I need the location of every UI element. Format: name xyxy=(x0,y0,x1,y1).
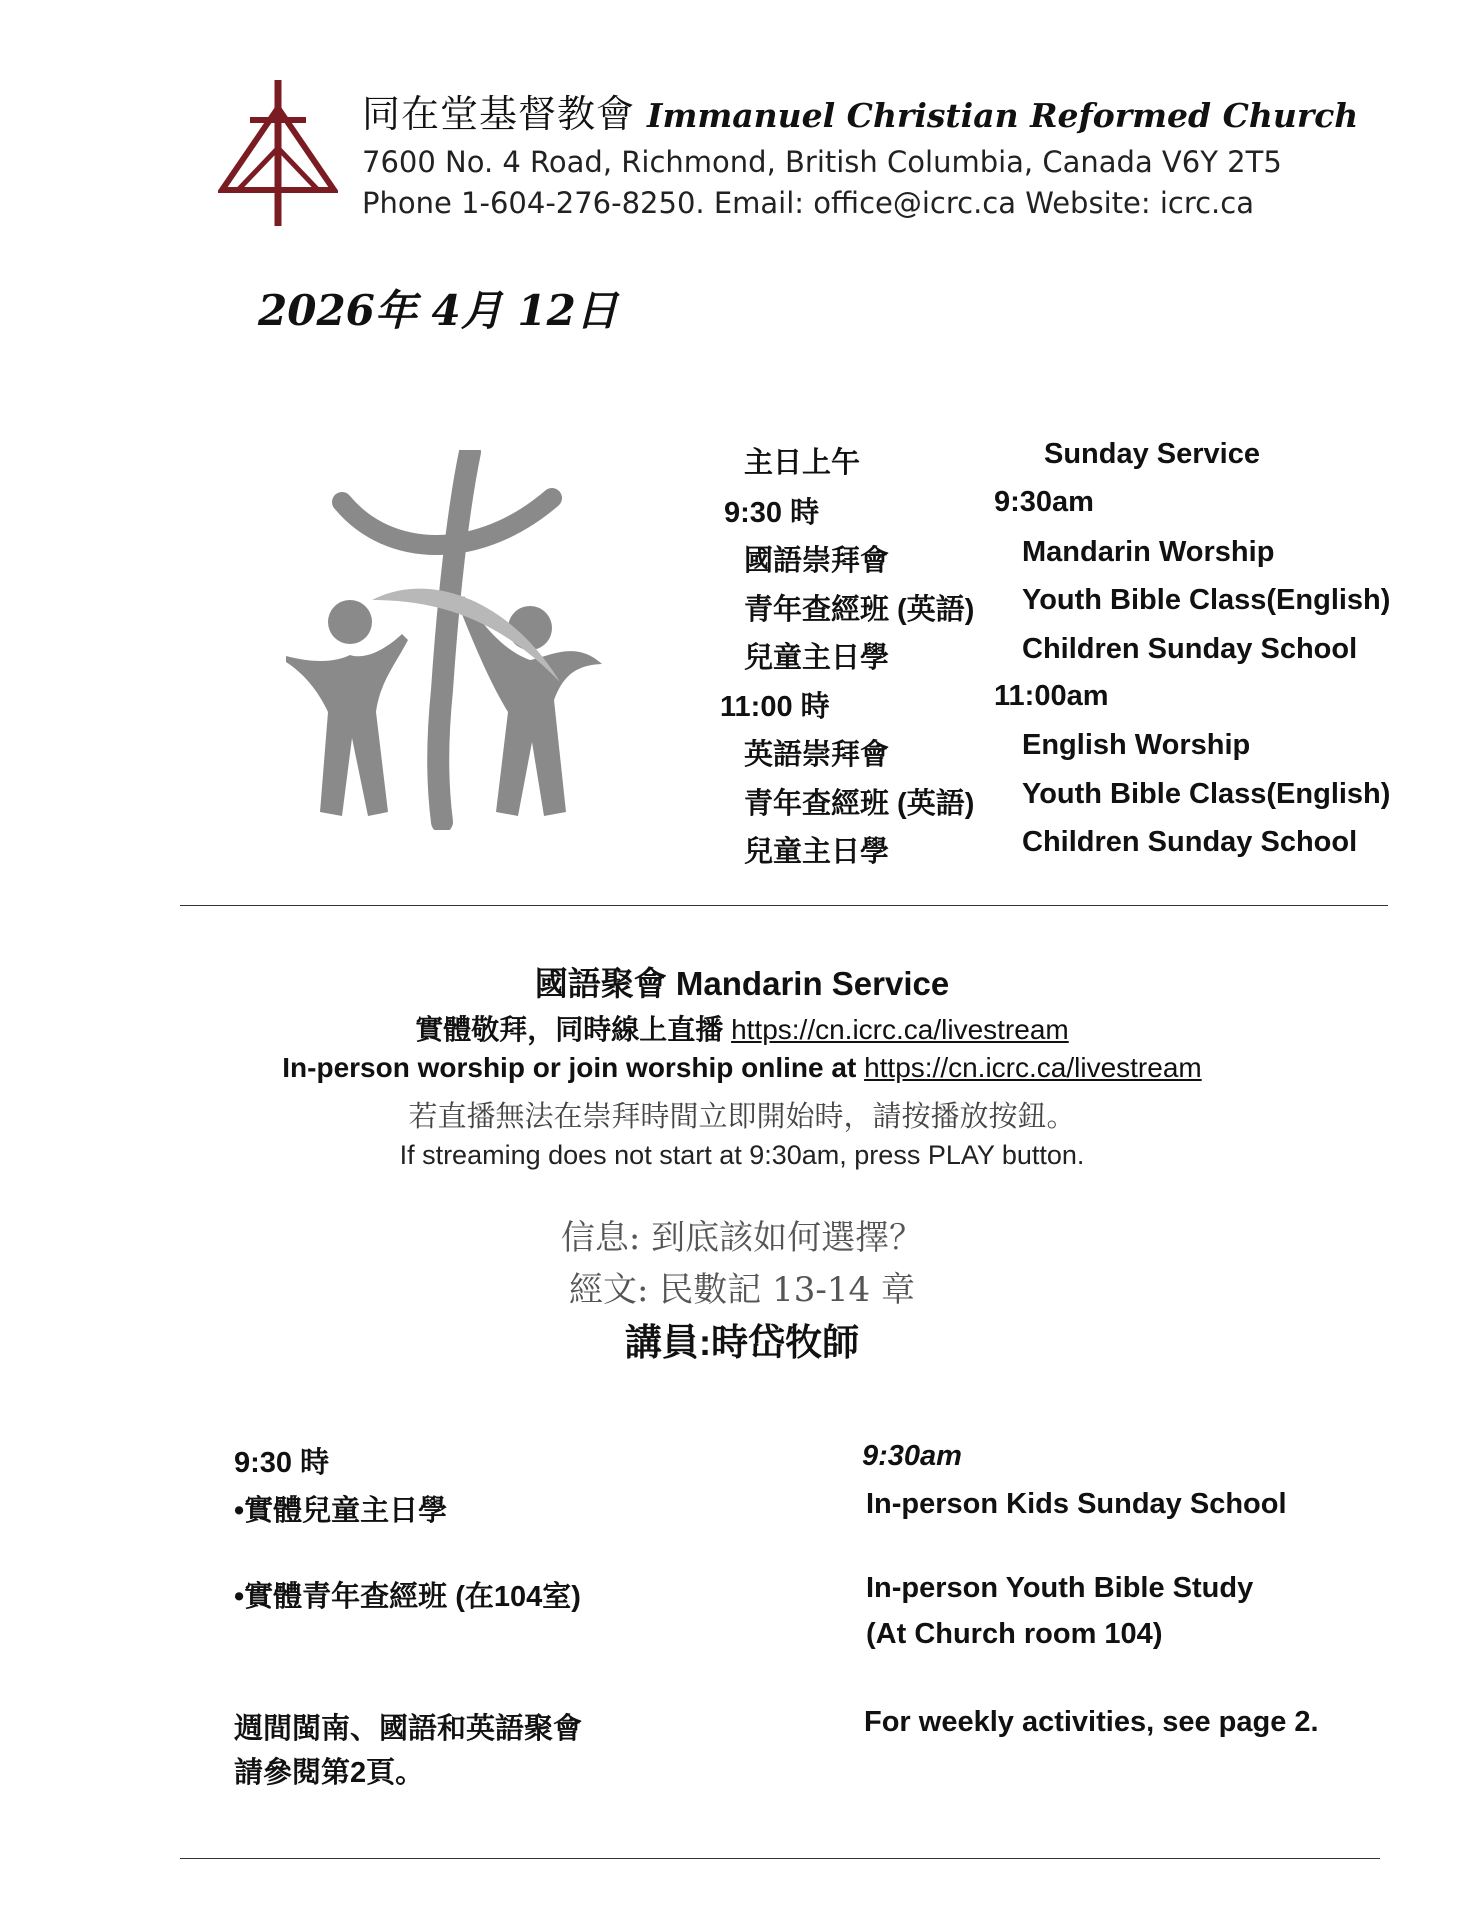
livestream-text-en: In-person worship or join worship online at xyxy=(282,1052,865,1083)
schedule-en-item: Children Sunday School xyxy=(1022,826,1358,858)
activity-kids-zh: •實體兒童主日學 xyxy=(234,1495,448,1527)
sermon-scripture: 經文: 民數記 13-14 章 xyxy=(569,1270,915,1310)
livestream-link[interactable]: https://cn.icrc.ca/livestream xyxy=(864,1052,1202,1083)
schedule-zh-item: 兒童主日學 xyxy=(744,836,890,868)
livestream-link[interactable]: https://cn.icrc.ca/livestream xyxy=(731,1014,1069,1045)
sermon-message: 信息: 到底該如何選擇？ xyxy=(560,1218,924,1258)
activity-kids-en: In-person Kids Sunday School xyxy=(866,1488,1287,1520)
schedule-en-time1: 9:30am xyxy=(994,486,1094,518)
weekly-note-zh: 週間閩南、國語和英語聚會 xyxy=(234,1713,583,1745)
weekly-note-en: For weekly activities, see page 2. xyxy=(864,1706,1319,1738)
schedule-zh-item: 國語崇拜會 xyxy=(744,545,890,577)
schedule-en-time2: 11:00am xyxy=(994,680,1109,712)
schedule-zh-item: 青年查經班 (英語) xyxy=(744,594,975,626)
divider xyxy=(180,905,1388,906)
livestream-line-zh xyxy=(0,1008,1484,1048)
church-name-zh: 同在堂基督教會 xyxy=(362,92,636,136)
church-logo xyxy=(218,78,338,228)
livestream-line-en xyxy=(0,1052,1484,1084)
activity-youth-room-en: (At Church room 104) xyxy=(866,1618,1163,1650)
sermon-speaker: 講員:時岱牧師 xyxy=(624,1322,860,1363)
streaming-note-en: If streaming does not start at 9:30am, press PLAY button. xyxy=(399,1140,1085,1170)
streaming-note-zh: 若直播無法在崇拜時間立即開始時，請按播放按鈕。 xyxy=(408,1099,1076,1133)
schedule-zh-item: 兒童主日學 xyxy=(744,642,890,674)
schedule-zh-time2: 11:00 時 xyxy=(720,691,830,723)
bulletin-date: 2026年 4月 12日 xyxy=(258,286,618,335)
livestream-text-zh: 實體敬拜，同時線上直播 xyxy=(415,1014,732,1045)
schedule-en-item: Mandarin Worship xyxy=(1022,536,1275,568)
church-name xyxy=(362,92,1358,138)
schedule-en-item: Youth Bible Class(English) xyxy=(1022,584,1391,616)
activities-time-zh: 9:30 時 xyxy=(234,1447,330,1479)
divider xyxy=(180,1858,1380,1859)
activities-time-en: 9:30am xyxy=(862,1440,962,1472)
schedule-zh-item: 英語崇拜會 xyxy=(744,739,890,771)
church-name-en: Immanuel Christian Reformed Church xyxy=(647,96,1359,135)
schedule-en-item: Children Sunday School xyxy=(1022,633,1358,665)
schedule-en-item: English Worship xyxy=(1022,729,1251,761)
activity-youth-zh: •實體青年查經班 (在104室) xyxy=(234,1581,581,1613)
schedule-zh-time1: 9:30 時 xyxy=(724,497,820,529)
cross-figures-illustration xyxy=(280,450,610,830)
activity-youth-en: In-person Youth Bible Study xyxy=(866,1572,1254,1604)
mandarin-service-title: 國語聚會 Mandarin Service xyxy=(534,965,950,1002)
schedule-en-heading: Sunday Service xyxy=(1044,438,1260,470)
schedule-zh-heading: 主日上午 xyxy=(744,447,861,479)
schedule-en-item: Youth Bible Class(English) xyxy=(1022,778,1391,810)
weekly-note-zh-2: 請參閱第2頁。 xyxy=(234,1757,425,1789)
schedule-zh-item: 青年查經班 (英語) xyxy=(744,788,975,820)
church-contact: Phone 1-604-276-8250. Email: office@icrc.ca Website: icrc.ca xyxy=(362,186,1254,220)
church-address: 7600 No. 4 Road, Richmond, British Columbia, Canada V6Y 2T5 xyxy=(362,145,1282,179)
